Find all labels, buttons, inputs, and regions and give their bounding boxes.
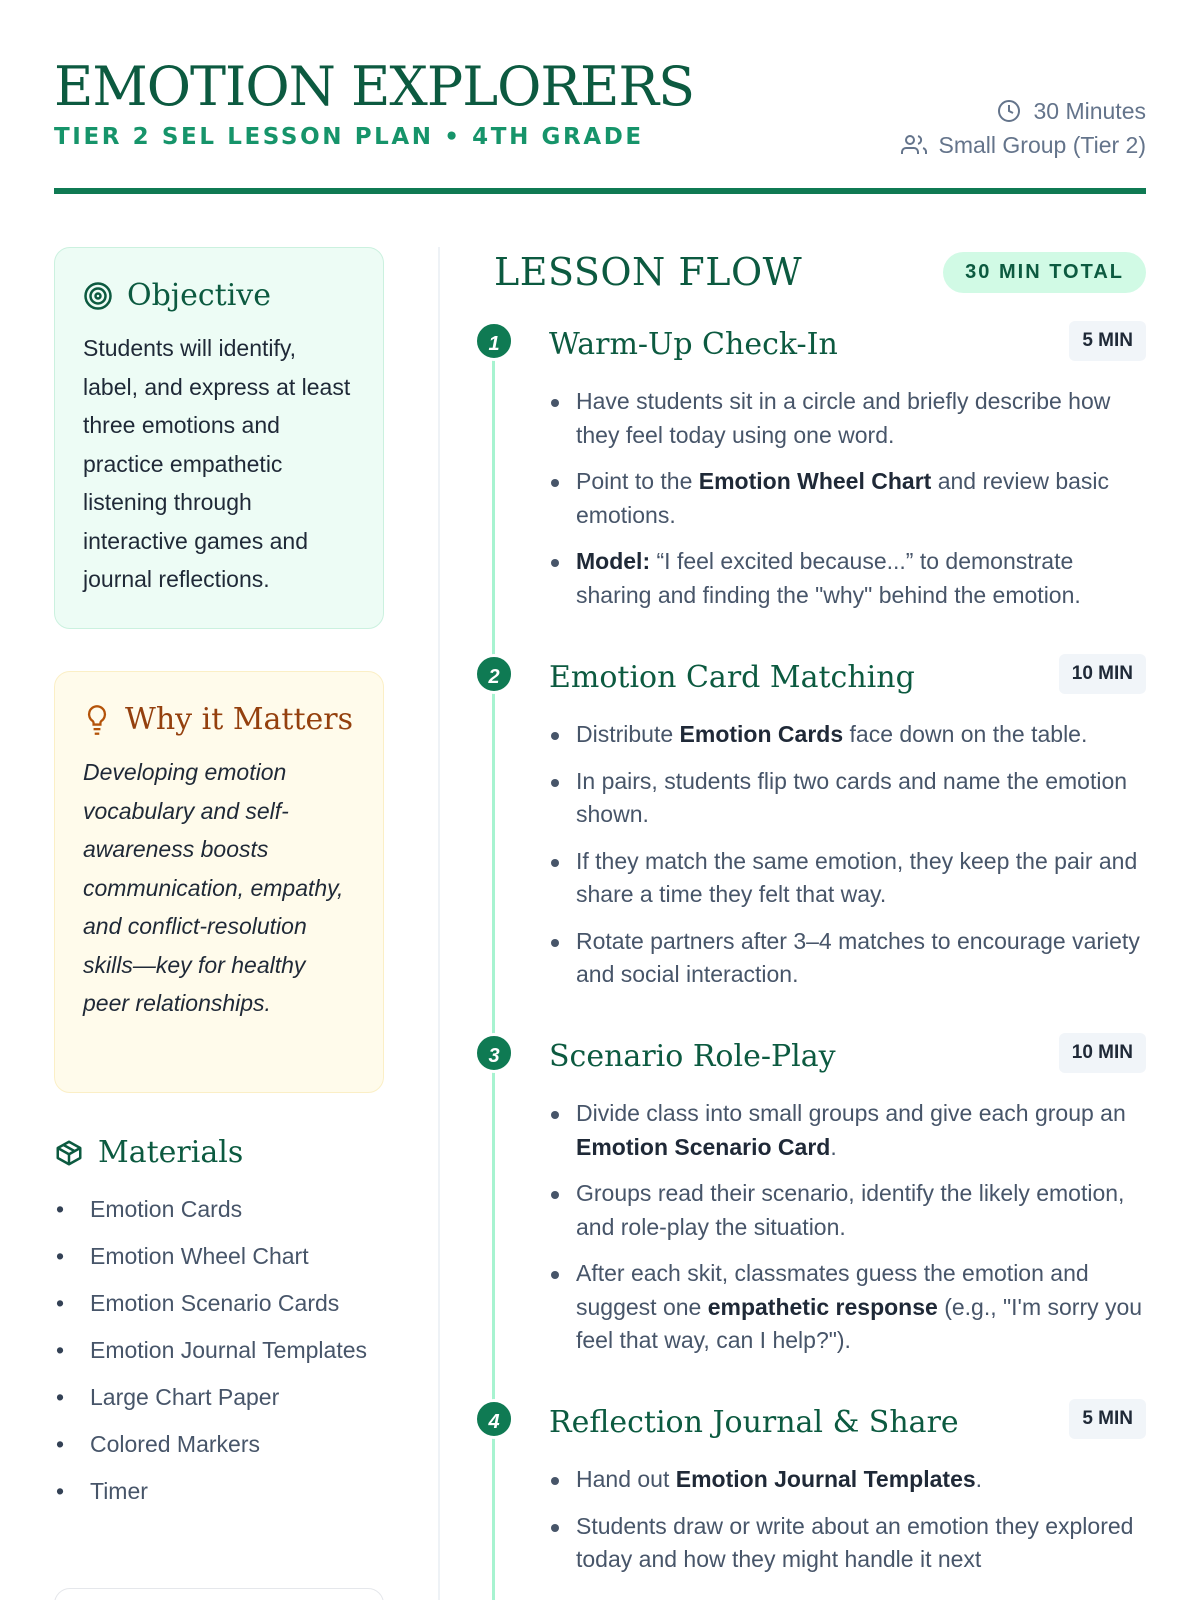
step-bullet: Groups read their scenario, identify the likely emotion, and role-play the situation.	[549, 1177, 1146, 1244]
group-row	[901, 128, 1146, 162]
step-time-badge: 5 MIN	[1069, 321, 1146, 361]
step-bullets	[549, 1097, 1146, 1371]
page-subtitle: TIER 2 SEL LESSON PLAN • 4TH GRADE	[54, 124, 644, 150]
objective-text: Students will identify, label, and express at least three emotions and practice empathetic listening through interactive games and journal reflections.	[83, 335, 351, 592]
step-bullet: Distribute Emotion Cards face down on the table.	[549, 718, 1146, 752]
box-icon	[54, 1138, 84, 1168]
page-header	[54, 56, 1146, 194]
lightbulb-icon	[83, 704, 111, 736]
materials-section	[54, 1135, 384, 1508]
why-card	[54, 671, 384, 1093]
step-title: Reflection Journal & Share	[549, 1405, 959, 1440]
material-item: • Emotion Cards	[54, 1192, 384, 1226]
step-bullet: Rotate partners after 3–4 matches to encourage variety and social interaction.	[549, 925, 1146, 992]
step-bullet: After each skit, classmates guess the emotion and suggest one empathetic response (e.g., "I'm sorry you feel that way, can I help?").	[549, 1257, 1146, 1358]
sidebar	[54, 247, 384, 1521]
step-number: 3	[474, 1033, 514, 1073]
step-title: Emotion Card Matching	[549, 660, 915, 695]
step-time-badge: 5 MIN	[1069, 1399, 1146, 1439]
objective-header	[83, 278, 357, 313]
sidebar-next-card	[54, 1588, 384, 1600]
material-item: • Colored Markers	[54, 1427, 384, 1461]
objective-card	[54, 247, 384, 629]
group-label: Small Group (Tier 2)	[938, 131, 1146, 158]
step-bullets	[549, 1463, 1146, 1590]
lesson-flow-header	[494, 247, 1146, 297]
users-icon	[901, 133, 927, 157]
lesson-flow	[470, 247, 1146, 1572]
step-number: 1	[474, 321, 514, 361]
step-bullet: Point to the Emotion Wheel Chart and review basic emotions.	[549, 465, 1146, 532]
step-bullets	[549, 385, 1146, 625]
step-time-badge: 10 MIN	[1059, 654, 1146, 694]
step-bullet: In pairs, students flip two cards and name the emotion shown.	[549, 765, 1146, 832]
materials-list	[54, 1192, 384, 1508]
step-bullet: Hand out Emotion Journal Templates.	[549, 1463, 1146, 1497]
step-bullet: Have students sit in a circle and briefly describe how they feel today using one word.	[549, 385, 1146, 452]
materials-header	[54, 1135, 384, 1170]
why-header	[83, 702, 357, 737]
why-title: Why it Matters	[125, 702, 354, 737]
duration-label: 30 Minutes	[1033, 97, 1146, 124]
lesson-flow-title: LESSON FLOW	[494, 250, 803, 294]
step-bullet: Model: “I feel excited because...” to demonstrate sharing and finding the "why" behind the emotion.	[549, 545, 1146, 612]
duration-row	[901, 94, 1146, 128]
materials-title: Materials	[98, 1135, 244, 1170]
material-item: • Emotion Scenario Cards	[54, 1286, 384, 1320]
step-bullets	[549, 718, 1146, 1005]
material-item: • Emotion Wheel Chart	[54, 1239, 384, 1273]
material-item: • Large Chart Paper	[54, 1380, 384, 1414]
why-text: Developing emotion vocabulary and self-awareness boosts communication, empathy, and conflict-resolution skills—key for healthy peer relationships.	[83, 759, 344, 1016]
objective-title: Objective	[127, 278, 272, 313]
step-bullet: Divide class into small groups and give each group an Emotion Scenario Card.	[549, 1097, 1146, 1164]
step-title: Scenario Role-Play	[549, 1039, 836, 1074]
step-title: Warm-Up Check-In	[549, 327, 838, 362]
clock-icon	[997, 99, 1021, 123]
step-number: 2	[474, 654, 514, 694]
material-item: • Emotion Journal Templates	[54, 1333, 384, 1367]
target-icon	[83, 281, 113, 311]
step-number: 4	[474, 1399, 514, 1439]
material-item: • Timer	[54, 1474, 384, 1508]
step-time-badge: 10 MIN	[1059, 1033, 1146, 1073]
total-time-badge: 30 MIN TOTAL	[943, 252, 1146, 293]
column-divider	[438, 247, 440, 1600]
lesson-meta	[901, 94, 1146, 162]
page-title: EMOTION EXPLORERS	[54, 55, 695, 118]
step-bullet: Students draw or write about an emotion they explored today and how they might handle it next	[549, 1510, 1146, 1577]
step-bullet: If they match the same emotion, they keep the pair and share a time they felt that way.	[549, 845, 1146, 912]
